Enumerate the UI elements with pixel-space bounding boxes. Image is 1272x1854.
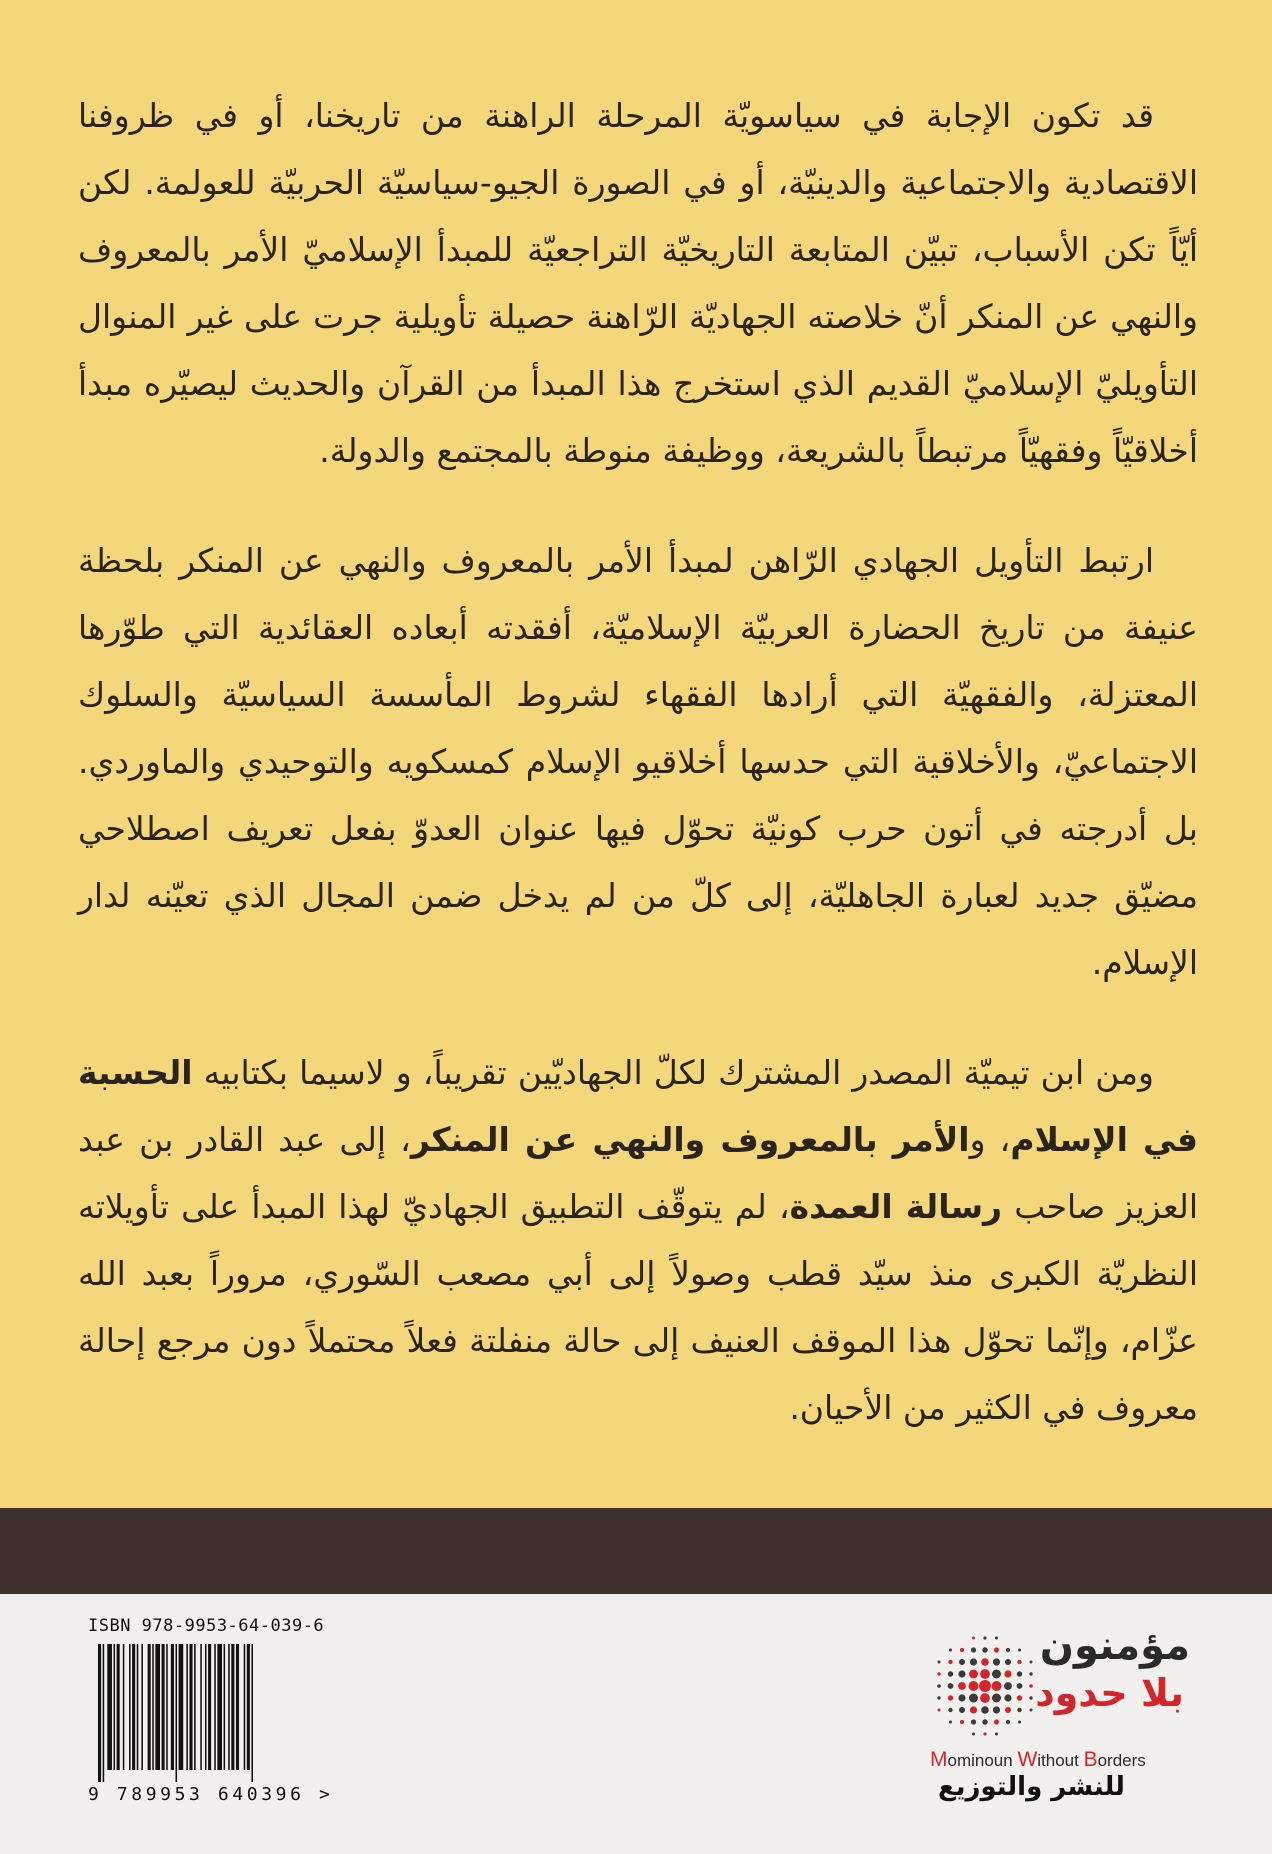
book-title-hisba: الحسبة في الإسلام <box>78 1053 1199 1159</box>
paragraph-1-text: قد تكون الإجابة في سياسويّة المرحلة الراهنة من تاريخنا، أو في ظروفنا الاقتصادية والاجتماعية والدينيّة، أو في الصورة الجيو-سياسيّة الحربيّة للعولمة. لكن أيّاً تكن الأسباب، تبيّن المتابعة التاريخيّة التراجعيّة للمبدأ الإسلاميّ الأمر بالمعروف والنهي عن المنكر أنّ خلاصته الجهاديّة الرّاهنة حصيلة تأويلية جرت على غير المنوال التأويليّ الإسلاميّ القديم الذي استخرج هذا المبدأ من القرآن والحديث ليصيّره مبدأ أخلاقيّاً وفقهيّاً مرتبطاً بالشريعة، ووظيفة منوطة بالمجتمع والدولة. <box>78 96 1198 470</box>
paragraph-2-text: ارتبط التأويل الجهادي الرّاهن لمبدأ الأمر بالمعروف والنهي عن المنكر بلحظة عنيفة من تاريخ الحضارة العربيّة الإسلاميّة، أفقدته أبعاده العقائدية التي طوّرها المعتزلة، والفقهيّة التي أرادها الفقهاء لشروط المأسسة السياسيّة والسلوك الاجتماعيّ، والأخلاقية التي حدسها أخلاقيو الإسلام كمسكويه والتوحيدي والماوردي. بل أدرجته في أتون حرب كونيّة تحوّل فيها عنوان العدوّ بفعل تعريف اصطلاحي مضيّق جديد لعبارة الجاهليّة، إلى كلّ من لم يدخل ضمن المجال الذي تعيّنه لدار الإسلام. <box>78 541 1198 982</box>
barcode-bar <box>166 1644 168 1770</box>
barcode-bar <box>103 1644 105 1782</box>
blurb-text <box>78 82 1198 1441</box>
logo-dot <box>960 1720 964 1724</box>
barcode-bar <box>194 1644 196 1770</box>
barcode-bar <box>162 1644 165 1770</box>
barcode-bar <box>217 1644 222 1770</box>
logo-dot <box>1029 1672 1032 1675</box>
publisher-name-line1: مؤمنون <box>1039 1623 1190 1669</box>
barcode-bar <box>214 1644 216 1770</box>
logo-dot <box>1005 1659 1011 1665</box>
logo-dot <box>994 1719 999 1724</box>
logo-dot <box>970 1658 977 1665</box>
isbn-barcode <box>88 1616 334 1806</box>
logo-dot <box>958 1682 966 1690</box>
logo-dot <box>1018 1649 1021 1652</box>
logo-dot <box>1030 1661 1033 1664</box>
logo-dot <box>937 1672 940 1675</box>
barcode-bar <box>251 1644 253 1782</box>
barcode-bar <box>205 1644 207 1770</box>
logo-dot <box>1004 1670 1011 1677</box>
logo-dot <box>981 1658 989 1666</box>
logo-dot <box>937 1684 941 1688</box>
barcode-bar <box>228 1644 230 1770</box>
book-title-risalat-al-umda: رسالة العمدة <box>789 1187 1003 1226</box>
logo-dot <box>959 1659 965 1665</box>
barcode-bar <box>155 1644 160 1770</box>
barcode-bar <box>123 1644 125 1770</box>
logo-dot <box>995 1637 998 1640</box>
logo-dot <box>992 1670 1001 1679</box>
blurb-paragraph-1 <box>78 82 1198 484</box>
logo-dot <box>938 1709 941 1712</box>
logo-dot <box>980 1693 990 1703</box>
logo-dot <box>1005 1707 1011 1713</box>
barcode-bar <box>186 1644 188 1770</box>
barcode-bar <box>171 1644 174 1770</box>
publisher-tagline: للنشر والتوزيع <box>938 1772 1125 1802</box>
logo-dot <box>971 1647 976 1652</box>
barcode-bar <box>137 1644 139 1770</box>
dot-pattern-icon <box>930 1628 1040 1748</box>
logo-dot <box>980 1669 990 1679</box>
en-initial-m: M <box>930 1748 948 1771</box>
logo-dot <box>949 1721 952 1724</box>
barcode-bar <box>129 1644 131 1770</box>
logo-dot <box>1029 1684 1033 1688</box>
barcode-bar <box>114 1644 116 1770</box>
logo-dot <box>1030 1709 1033 1712</box>
logo-dot <box>969 1694 978 1703</box>
logo-dot <box>1004 1682 1012 1690</box>
logo-dot <box>958 1694 965 1701</box>
logo-dot <box>982 1647 987 1652</box>
logo-dot <box>992 1681 1002 1691</box>
en-part-3: orders <box>1097 1751 1146 1770</box>
logo-dot <box>982 1719 987 1724</box>
logo-dot <box>1006 1720 1010 1724</box>
barcode-bar <box>141 1644 143 1770</box>
logo-dot <box>1029 1696 1032 1699</box>
logo-dot <box>969 1670 978 1679</box>
logo-dot <box>971 1719 976 1724</box>
publisher-name-line2: بلا حدود <box>1035 1671 1184 1715</box>
logo-dot <box>1006 1648 1010 1652</box>
barcode-bar <box>244 1644 246 1770</box>
logo-dot <box>1004 1694 1011 1701</box>
logo-dot <box>995 1733 998 1736</box>
logo-dot <box>948 1683 954 1689</box>
logo-dot <box>992 1694 1001 1703</box>
barcode-bar <box>152 1644 154 1770</box>
paragraph-3-text-1: ومن ابن تيميّة المصدر المشترك لكلّ الجهاديّين تقريباً، و لاسيما بكتابيه <box>192 1053 1154 1092</box>
barcode-bar <box>132 1644 135 1770</box>
logo-dot <box>1017 1695 1022 1700</box>
paragraph-3-text-2: ، و <box>969 1120 1011 1159</box>
logo-dot <box>959 1707 965 1713</box>
publisher-name-english <box>930 1748 1146 1772</box>
en-initial-b: B <box>1083 1748 1098 1771</box>
barcode-bar <box>231 1644 234 1770</box>
publisher-logo <box>930 1620 1190 1820</box>
barcode-bar <box>107 1644 112 1770</box>
logo-dot <box>1018 1721 1021 1724</box>
dark-band-divider <box>0 1508 1272 1594</box>
book-title-amr-bil-maruf: الأمر بالمعروف والنهي عن المنكر <box>410 1120 970 1159</box>
en-part-2: ithout <box>1037 1751 1084 1770</box>
logo-dot <box>983 1636 986 1639</box>
barcode-bar <box>208 1644 211 1770</box>
logo-dot <box>972 1733 975 1736</box>
logo-dot <box>960 1648 964 1652</box>
logo-dot <box>970 1706 977 1713</box>
logo-dot <box>1017 1660 1021 1664</box>
barcode-bar <box>247 1644 250 1770</box>
barcode-bar <box>224 1644 226 1770</box>
logo-dot <box>948 1671 953 1676</box>
logo-dot <box>972 1637 975 1640</box>
en-initial-w: W <box>1017 1748 1038 1771</box>
paragraph-3-text-4: ، لم يتوقّف التطبيق الجهاديّ لهذا المبدأ على تأويلاته النظريّة الكبرى منذ سيّد قطب وصولاً إلى أبي مصعب السّوري، مروراً بعبد الله عزّام، وإنّما تحوّل هذا الموقف العنيف إلى حالة منفلتة فعلاً محتملاً دون مرجع إحالة معروف في الكثير من الأحيان. <box>78 1187 1198 1427</box>
logo-dot <box>948 1695 953 1700</box>
logo-dot <box>993 1658 1000 1665</box>
barcode-bar <box>176 1644 178 1782</box>
logo-dot <box>993 1706 1000 1713</box>
barcode-bars <box>94 1644 320 1782</box>
barcode-digits: 9 789953 640396 > <box>88 1784 334 1805</box>
logo-dot <box>981 1706 989 1714</box>
logo-dot <box>938 1661 941 1664</box>
logo-dot <box>994 1647 999 1652</box>
logo-dot <box>979 1680 991 1692</box>
blurb-paragraph-3 <box>78 1039 1198 1441</box>
barcode-bar <box>148 1644 151 1770</box>
barcode-bar <box>117 1644 120 1770</box>
logo-dot <box>958 1670 965 1677</box>
en-part-1: ominoun <box>947 1751 1018 1770</box>
barcode-bar <box>179 1644 184 1770</box>
logo-dot <box>1017 1683 1023 1689</box>
logo-dot <box>1017 1671 1022 1676</box>
blurb-paragraph-2 <box>78 527 1198 996</box>
barcode-bar <box>189 1644 192 1770</box>
barcode-bar <box>236 1644 239 1770</box>
logo-dot <box>969 1681 979 1691</box>
logo-dot <box>948 1660 952 1664</box>
barcode-bar <box>200 1644 202 1770</box>
barcode-bar <box>98 1644 101 1782</box>
logo-dot <box>1017 1708 1021 1712</box>
logo-dot <box>983 1732 986 1735</box>
isbn-label: ISBN 978-9953-64-039-6 <box>88 1616 325 1636</box>
logo-dot <box>937 1696 940 1699</box>
paragraph-3-text-3: ، إلى عبد القادر بن عبد العزيز صاحب <box>78 1120 1198 1226</box>
logo-dot <box>949 1649 952 1652</box>
logo-dot <box>948 1708 952 1712</box>
